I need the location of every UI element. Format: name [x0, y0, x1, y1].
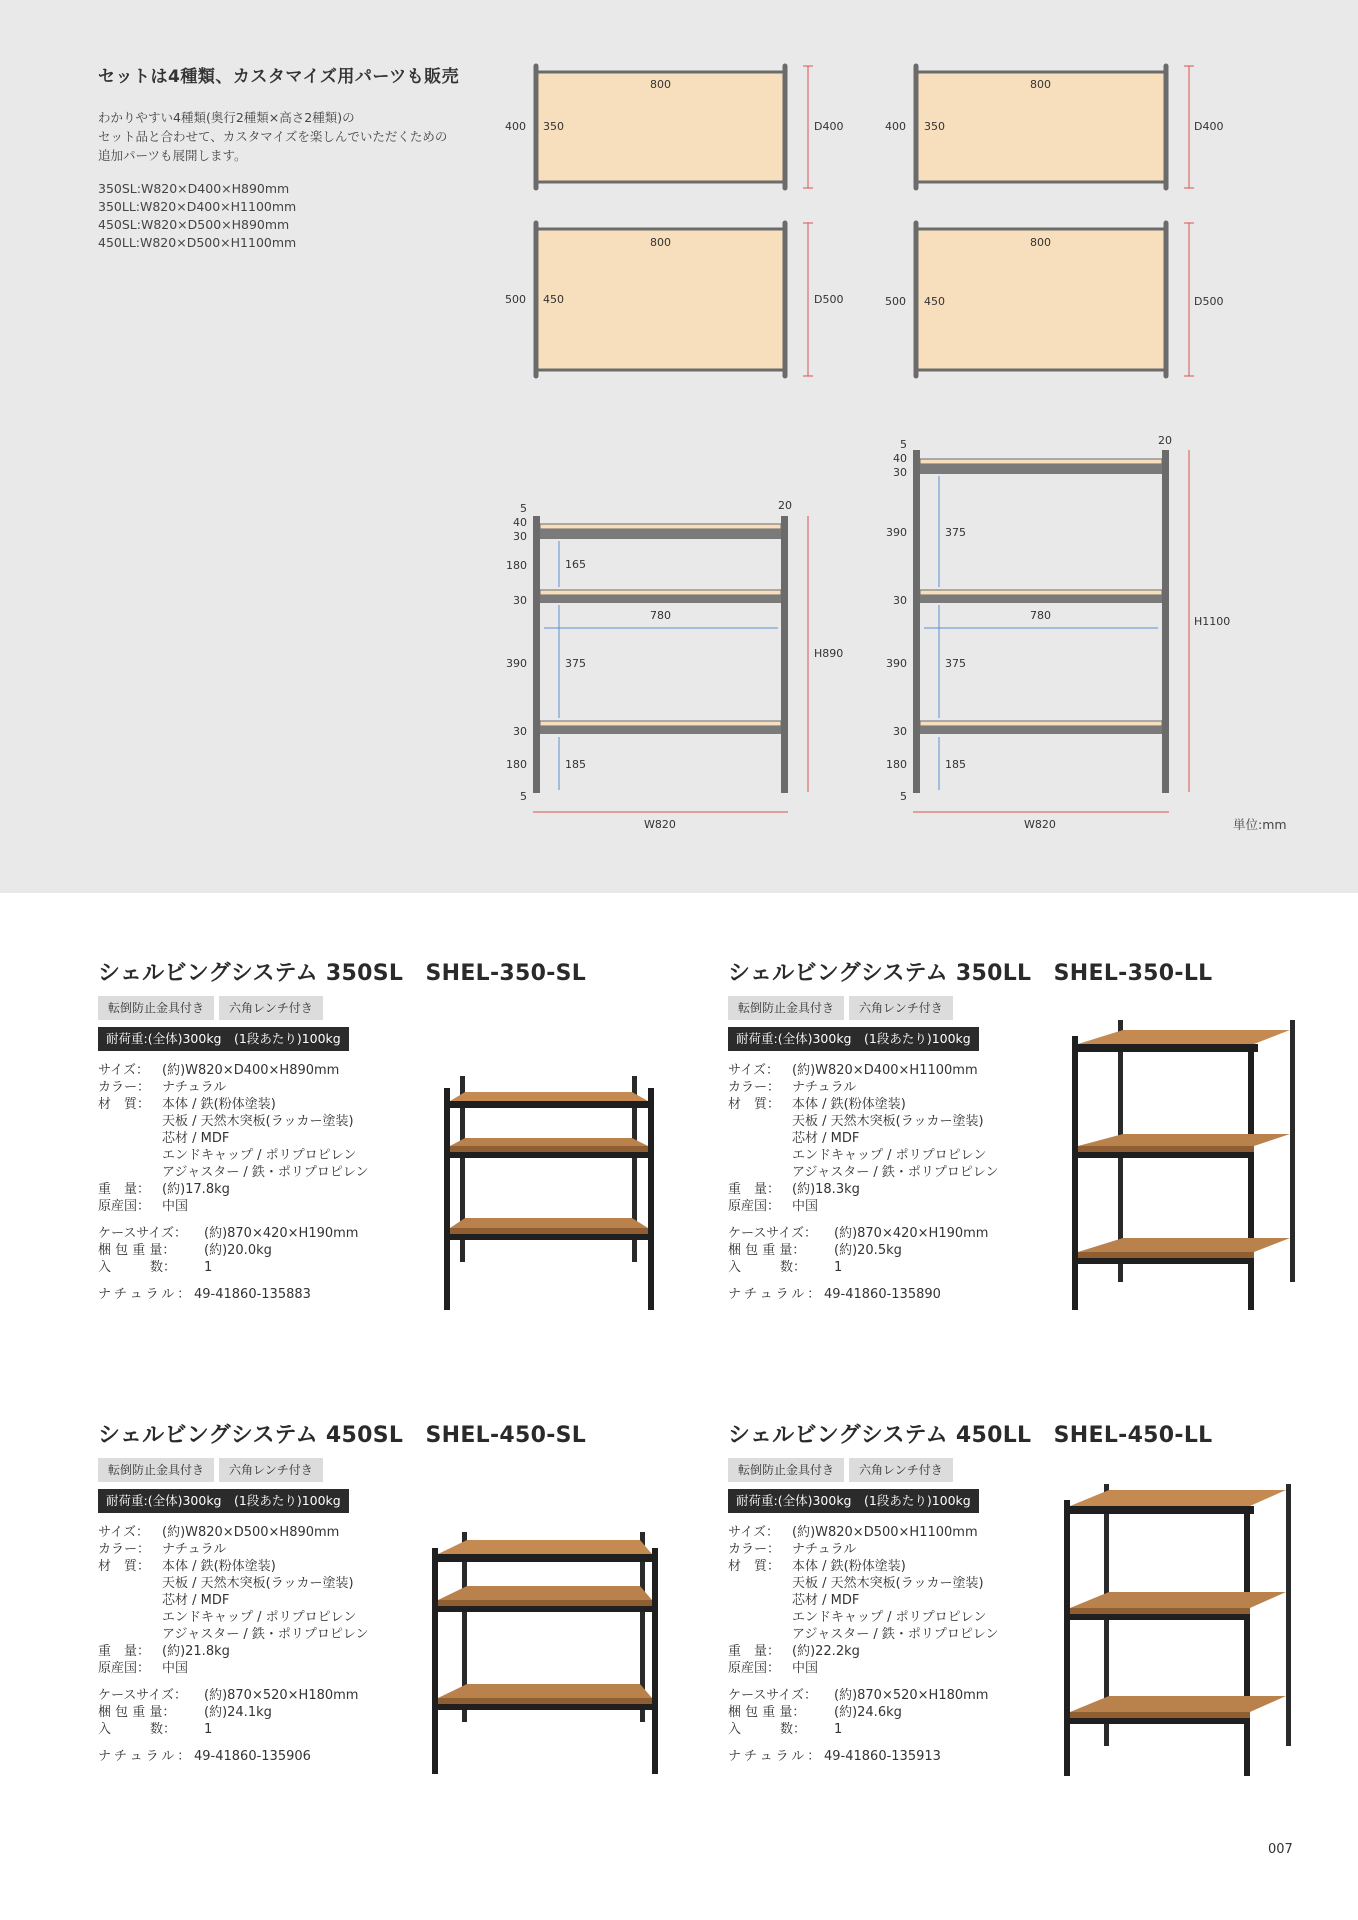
dim-depth: D400: [1194, 120, 1224, 133]
shelf-photo-450-sl: [428, 1528, 672, 1780]
spec-weight: (約)18.3kg: [792, 1182, 860, 1197]
spec-size: (約)W820×D400×H890mm: [162, 1063, 340, 1078]
dim-post: 20: [778, 499, 792, 512]
spec-material: アジャスター / 鉄・ポリプロピレン: [162, 1627, 369, 1642]
spec-key: サイズ：: [728, 1063, 779, 1078]
spec-origin: 中国: [792, 1199, 819, 1214]
spec-material: 本体 / 鉄(粉体塗装): [792, 1097, 906, 1112]
spec-weight: (約)17.8kg: [162, 1182, 230, 1197]
dim-left: 390: [886, 526, 907, 539]
spec-key: 重 量：: [728, 1644, 781, 1659]
dimension-diagrams: [0, 0, 1358, 893]
spec-material: 天板 / 天然木突板(ラッカー塗装): [162, 1576, 354, 1591]
dim-inner: 450: [924, 295, 945, 308]
spec-material: アジャスター / 鉄・ポリプロピレン: [162, 1165, 369, 1180]
dim-inner: 165: [565, 558, 586, 571]
dim-left: 30: [513, 594, 527, 607]
spec-size: (約)W820×D500×H1100mm: [792, 1525, 978, 1540]
dim-left: 180: [506, 559, 527, 572]
tag: 転倒防止金具付き: [728, 1458, 844, 1482]
dim-left: 180: [506, 758, 527, 771]
spec-material: 本体 / 鉄(粉体塗装): [162, 1097, 276, 1112]
spec-key: 梱 包 重 量：: [98, 1705, 176, 1720]
dim-top-40: 40: [513, 516, 527, 529]
spec-material: 天板 / 天然木突板(ラッカー塗装): [792, 1114, 984, 1129]
spec-key: 原産国：: [98, 1199, 151, 1214]
spec-material: 天板 / 天然木突板(ラッカー塗装): [792, 1576, 984, 1591]
tag: 転倒防止金具付き: [728, 996, 844, 1020]
unit-label: 単位:mm: [1233, 817, 1287, 832]
spec-key: 梱 包 重 量：: [728, 1705, 806, 1720]
spec-key: サイズ：: [728, 1525, 779, 1540]
spec-key: ケースサイズ：: [728, 1688, 818, 1703]
spec-key: カラー：: [98, 1542, 151, 1557]
spec-case: (約)870×420×H190mm: [834, 1226, 989, 1241]
spec-list: [728, 1062, 999, 1303]
spec-material: 本体 / 鉄(粉体塗装): [162, 1559, 276, 1574]
spec-material: 芯材 / MDF: [792, 1131, 860, 1146]
tag: 転倒防止金具付き: [98, 996, 214, 1020]
intro-spec-line: 350SL:W820×D400×H890mm: [98, 181, 290, 196]
spec-key: カラー：: [728, 1080, 781, 1095]
tag: 六角レンチ付き: [849, 996, 953, 1020]
spec-color: ナチュラル: [792, 1542, 857, 1557]
dim-width: 800: [650, 236, 671, 249]
spec-quantity: 1: [834, 1260, 843, 1275]
intro-title: セットは4種類、カスタマイズ用パーツも販売: [98, 67, 460, 87]
spec-key: ケースサイズ：: [98, 1688, 188, 1703]
spec-key: 材 質：: [728, 1559, 781, 1574]
tag-list: [728, 996, 953, 1020]
dim-inner: 375: [945, 526, 966, 539]
spec-material: 本体 / 鉄(粉体塗装): [792, 1559, 906, 1574]
spec-quantity: 1: [204, 1722, 213, 1737]
load-capacity: 耐荷重:(全体)300kg (1段あたり)100kg: [728, 1489, 979, 1513]
spec-key: 入 数：: [98, 1722, 177, 1737]
dim-width: 800: [1030, 78, 1051, 91]
spec-key: 重 量：: [98, 1644, 151, 1659]
spec-size: (約)W820×D400×H1100mm: [792, 1063, 978, 1078]
intro-desc-line: わかりやすい4種類(奥行2種類×高さ2種類)の: [98, 110, 355, 125]
spec-key: サイズ：: [98, 1525, 149, 1540]
spec-material: 芯材 / MDF: [162, 1593, 230, 1608]
dim-outer: 400: [505, 120, 526, 133]
dim-inner-width: 780: [1030, 609, 1051, 622]
intro-spec-line: 450LL:W820×D500×H1100mm: [98, 235, 297, 250]
dim-left: 30: [513, 725, 527, 738]
spec-pack-weight: (約)20.0kg: [204, 1243, 272, 1258]
dim-left: 390: [506, 657, 527, 670]
dim-top-5: 5: [900, 438, 907, 451]
spec-key: 入 数：: [98, 1260, 177, 1275]
spec-pack-weight: (約)24.6kg: [834, 1705, 902, 1720]
spec-key: ケースサイズ：: [728, 1226, 818, 1241]
dim-depth: D500: [1194, 295, 1224, 308]
dim-inner: 350: [543, 120, 564, 133]
load-capacity: 耐荷重:(全体)300kg (1段あたり)100kg: [728, 1027, 979, 1051]
dim-outer: 500: [885, 295, 906, 308]
top-view-450-ll: [885, 223, 1223, 376]
tag-list: [728, 1458, 953, 1482]
product-title: シェルビングシステム 450SL SHEL-450-SL: [98, 1423, 587, 1448]
dim-left: 390: [886, 657, 907, 670]
dim-outer: 500: [505, 293, 526, 306]
spec-key: 材 質：: [728, 1097, 781, 1112]
spec-key: ナチュラル：: [98, 1287, 194, 1302]
dim-overall-width: W820: [644, 818, 676, 831]
intro-desc-line: セット品と合わせて、カスタマイズを楽しんでいただくための: [98, 129, 448, 144]
spec-key: 原産国：: [728, 1199, 781, 1214]
dim-inner: 185: [945, 758, 966, 771]
top-view-350-sl: [505, 66, 843, 188]
front-view-ll: [886, 434, 1230, 831]
spec-key: カラー：: [98, 1080, 151, 1095]
dim-width: 800: [1030, 236, 1051, 249]
spec-key: 材 質：: [98, 1097, 151, 1112]
shelf-photo-350-sl: [430, 1068, 670, 1318]
spec-pack-weight: (約)20.5kg: [834, 1243, 902, 1258]
spec-material: エンドキャップ / ポリプロピレン: [792, 1148, 987, 1163]
spec-key: 梱 包 重 量：: [98, 1243, 176, 1258]
intro-spec-line: 350LL:W820×D400×H1100mm: [98, 199, 297, 214]
dim-overall-width: W820: [1024, 818, 1056, 831]
spec-color: ナチュラル: [162, 1080, 227, 1095]
spec-key: 原産国：: [98, 1661, 151, 1676]
intro-spec-line: 450SL:W820×D500×H890mm: [98, 217, 290, 232]
dim-top-5: 5: [520, 502, 527, 515]
top-view-450-sl: [505, 223, 843, 376]
spec-key: ナチュラル：: [98, 1749, 194, 1764]
spec-list: [98, 1524, 369, 1765]
dim-top-40: 40: [893, 452, 907, 465]
tag: 六角レンチ付き: [219, 996, 323, 1020]
spec-key: 入 数：: [728, 1722, 807, 1737]
spec-origin: 中国: [162, 1661, 189, 1676]
spec-material: エンドキャップ / ポリプロピレン: [792, 1610, 987, 1625]
dim-top-30: 30: [893, 466, 907, 479]
dim-overall-height: H1100: [1194, 615, 1231, 628]
jan-code: 49-41860-135890: [824, 1287, 941, 1302]
spec-key: サイズ：: [98, 1063, 149, 1078]
dim-outer: 400: [885, 120, 906, 133]
spec-list: [728, 1524, 999, 1765]
dim-width: 800: [650, 78, 671, 91]
spec-material: 天板 / 天然木突板(ラッカー塗装): [162, 1114, 354, 1129]
dim-left: 30: [893, 725, 907, 738]
jan-code: 49-41860-135906: [194, 1749, 311, 1764]
intro-desc-line: 追加パーツも展開します。: [98, 148, 247, 163]
product-title: シェルビングシステム 350SL SHEL-350-SL: [98, 961, 587, 986]
spec-material: エンドキャップ / ポリプロピレン: [162, 1610, 357, 1625]
top-view-350-ll: [885, 66, 1223, 188]
spec-key: 梱 包 重 量：: [728, 1243, 806, 1258]
spec-key: カラー：: [728, 1542, 781, 1557]
spec-weight: (約)22.2kg: [792, 1644, 860, 1659]
spec-key: 重 量：: [98, 1182, 151, 1197]
dim-inner-width: 780: [650, 609, 671, 622]
tag: 六角レンチ付き: [219, 1458, 323, 1482]
dim-depth: D400: [814, 120, 844, 133]
spec-key: 入 数：: [728, 1260, 807, 1275]
dim-inner: 375: [565, 657, 586, 670]
spec-material: 芯材 / MDF: [792, 1593, 860, 1608]
spec-key: 材 質：: [98, 1559, 151, 1574]
spec-quantity: 1: [834, 1722, 843, 1737]
dim-inner: 350: [924, 120, 945, 133]
load-capacity: 耐荷重:(全体)300kg (1段あたり)100kg: [98, 1489, 349, 1513]
spec-pack-weight: (約)24.1kg: [204, 1705, 272, 1720]
jan-code: 49-41860-135883: [194, 1287, 311, 1302]
load-capacity: 耐荷重:(全体)300kg (1段あたり)100kg: [98, 1027, 349, 1051]
spec-quantity: 1: [204, 1260, 213, 1275]
dim-inner: 375: [945, 657, 966, 670]
shelf-photo-350-ll: [1064, 1016, 1304, 1318]
product-title: シェルビングシステム 450LL SHEL-450-LL: [728, 1423, 1213, 1448]
spec-case: (約)870×520×H180mm: [834, 1688, 989, 1703]
dim-post: 20: [1158, 434, 1172, 447]
page-number: 007: [1268, 1842, 1293, 1857]
spec-material: 芯材 / MDF: [162, 1131, 230, 1146]
spec-key: 重 量：: [728, 1182, 781, 1197]
spec-key: ケースサイズ：: [98, 1226, 188, 1241]
spec-origin: 中国: [162, 1199, 189, 1214]
spec-key: ナチュラル：: [728, 1749, 824, 1764]
spec-key: 原産国：: [728, 1661, 781, 1676]
dim-inner: 450: [543, 293, 564, 306]
spec-origin: 中国: [792, 1661, 819, 1676]
spec-case: (約)870×520×H180mm: [204, 1688, 359, 1703]
spec-material: アジャスター / 鉄・ポリプロピレン: [792, 1165, 999, 1180]
spec-color: ナチュラル: [162, 1542, 227, 1557]
tag-list: [98, 996, 323, 1020]
product-title: シェルビングシステム 350LL SHEL-350-LL: [728, 961, 1213, 986]
tag-list: [98, 1458, 323, 1482]
tag: 六角レンチ付き: [849, 1458, 953, 1482]
dim-inner: 185: [565, 758, 586, 771]
spec-material: アジャスター / 鉄・ポリプロピレン: [792, 1627, 999, 1642]
jan-code: 49-41860-135913: [824, 1749, 941, 1764]
tag: 転倒防止金具付き: [98, 1458, 214, 1482]
spec-case: (約)870×420×H190mm: [204, 1226, 359, 1241]
dim-left: 180: [886, 758, 907, 771]
shelf-photo-450-ll: [1058, 1480, 1304, 1782]
dim-left: 5: [900, 790, 907, 803]
spec-size: (約)W820×D500×H890mm: [162, 1525, 340, 1540]
spec-color: ナチュラル: [792, 1080, 857, 1095]
dim-overall-height: H890: [814, 647, 844, 660]
dim-left: 5: [520, 790, 527, 803]
dim-depth: D500: [814, 293, 844, 306]
dim-left: 30: [893, 594, 907, 607]
spec-list: [98, 1062, 369, 1303]
front-view-sl: [506, 499, 843, 831]
spec-weight: (約)21.8kg: [162, 1644, 230, 1659]
dim-top-30: 30: [513, 530, 527, 543]
spec-material: エンドキャップ / ポリプロピレン: [162, 1148, 357, 1163]
spec-key: ナチュラル：: [728, 1287, 824, 1302]
